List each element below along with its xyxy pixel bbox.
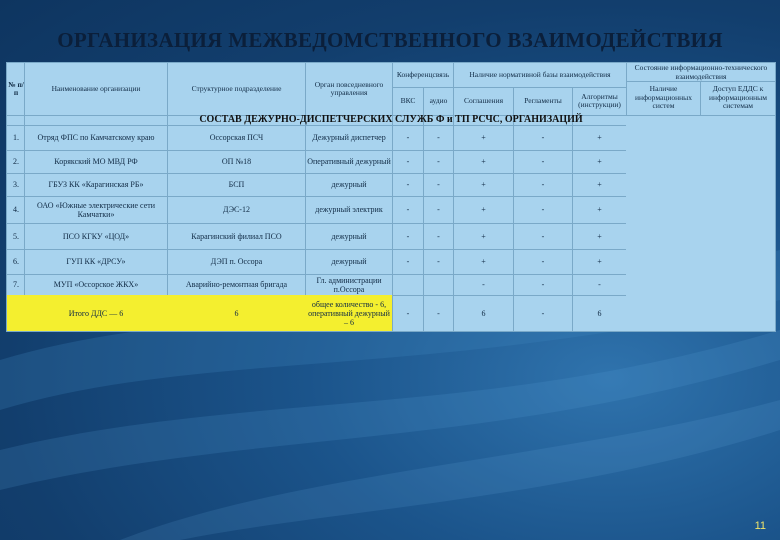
header-ctrl: Орган повседневного управления	[314, 79, 384, 97]
header-inf: Наличие информационных систем	[635, 84, 692, 111]
header-num: № п/п	[8, 79, 24, 97]
cell-vks: -	[406, 133, 410, 142]
cell-vks: -	[406, 231, 410, 241]
header-state: Состояние информационно-технического взаимодействия	[634, 63, 768, 81]
cell-org: Отряд ФПС по Камчатскому краю	[37, 133, 155, 142]
page-title: ОРГАНИЗАЦИЯ МЕЖВЕДОМСТВЕННОГО ВЗАИМОДЕЙСТВИЯ	[57, 28, 723, 52]
section-heading: СОСТАВ ДЕЖУРНО-ДИСПЕТЧЕРСКИХ СЛУЖБ Ф и ТП РСЧС, ОРГАНИЗАЦИЙ	[199, 114, 583, 125]
cell-audio: -	[437, 157, 440, 166]
cell-n: 6.	[13, 257, 19, 266]
interaction-table	[6, 62, 776, 332]
cell-ctrl: Оперативный дежурный	[307, 157, 391, 166]
cell-agr: +	[481, 157, 486, 166]
header-agr: Соглашения	[463, 95, 504, 105]
header-org: Наименование организации	[51, 83, 141, 93]
cell-audio: -	[437, 257, 440, 266]
total-agr: 6	[481, 308, 486, 318]
cell-n: 1.	[13, 133, 19, 142]
cell-org: ГБУЗ КК «Карагинская РБ»	[48, 180, 144, 189]
cell-sub: ДЭП п. Оссора	[210, 257, 263, 266]
cell-alg: -	[598, 280, 601, 289]
cell-reg: -	[541, 133, 545, 142]
cell-sub: ОП №18	[221, 157, 252, 166]
cell-vks: -	[406, 257, 410, 266]
header-vks: ВКС	[400, 95, 416, 105]
total-audio: -	[437, 308, 440, 318]
cell-alg: +	[597, 257, 602, 266]
cell-reg: -	[541, 205, 545, 214]
cell-audio: -	[437, 205, 440, 214]
cell-alg: +	[597, 205, 602, 214]
header-norm: Наличие нормативной базы взаимодействия	[469, 69, 611, 79]
cell-n: 7.	[13, 280, 19, 289]
cell-audio: -	[437, 180, 440, 189]
cell-alg: +	[597, 157, 602, 166]
cell-org: МУП «Оссорское ЖКХ»	[53, 280, 139, 289]
cell-agr: +	[481, 180, 486, 189]
cell-sub: БСП	[228, 180, 245, 189]
cell-vks: -	[406, 205, 410, 214]
cell-sub: Карагинский филиал ПСО	[191, 231, 282, 241]
total-alg: 6	[597, 308, 602, 318]
page-number: 11	[754, 520, 766, 532]
total-ctrl: общее количество - 6, оперативный дежурный – 6	[308, 299, 390, 327]
cell-agr: +	[481, 257, 486, 266]
cell-ctrl: Гл. администрации п.Оссора	[316, 275, 382, 294]
header-reg: Регламенты	[524, 95, 562, 105]
cell-ctrl: дежурный	[331, 180, 367, 189]
cell-org: Корякский МО МВД РФ	[54, 157, 138, 166]
cell-audio: -	[437, 231, 440, 241]
cell-sub: ДЭС-12	[223, 205, 250, 214]
header-alg: Алгоритмы (инструкции)	[578, 91, 621, 109]
cell-alg: +	[597, 133, 602, 142]
cell-n: 4.	[13, 205, 19, 214]
cell-reg: -	[541, 231, 545, 241]
cell-sub: Оссорская ПСЧ	[209, 133, 264, 142]
cell-agr: +	[481, 231, 486, 241]
total-reg: -	[541, 308, 545, 318]
header-audio: аудио	[429, 95, 448, 105]
cell-ctrl: дежурный	[331, 257, 367, 266]
total-sub: 6	[234, 308, 239, 318]
header-access: Доступ ЕДДС к информационным системам	[709, 84, 767, 111]
cell-audio: -	[437, 133, 440, 142]
cell-n: 2.	[13, 157, 19, 166]
cell-org: ПСО КГКУ «ЦОД»	[62, 231, 130, 241]
cell-sub: Аварийно-ремонтная бригада	[185, 280, 288, 289]
cell-ctrl: дежурный	[331, 231, 367, 241]
cell-alg: +	[597, 231, 602, 241]
cell-ctrl: Дежурный диспетчер	[312, 133, 386, 142]
cell-alg: +	[597, 180, 602, 189]
cell-reg: -	[541, 157, 545, 166]
cell-audio	[424, 274, 453, 295]
header-conf: Конференцсвязь	[396, 69, 450, 79]
cell-org: ОАО «Южные электрические сети Камчатки»	[36, 200, 156, 219]
cell-n: 3.	[13, 180, 19, 189]
cell-vks	[393, 274, 423, 295]
cell-ctrl: дежурный электрик	[315, 205, 383, 214]
cell-agr: -	[482, 280, 485, 289]
cell-reg: -	[541, 180, 545, 189]
cell-vks: -	[406, 157, 410, 166]
header-sub: Структурное подразделение	[191, 83, 282, 93]
total-label: Итого ДДС — 6	[68, 308, 124, 318]
total-vks: -	[406, 308, 410, 318]
cell-vks: -	[406, 180, 410, 189]
cell-org: ГУП КК «ДРСУ»	[66, 257, 126, 266]
cell-agr: +	[481, 133, 486, 142]
cell-reg: -	[541, 257, 545, 266]
cell-n: 5.	[13, 231, 19, 241]
cell-agr: +	[481, 205, 486, 214]
cell-reg: -	[541, 280, 545, 289]
